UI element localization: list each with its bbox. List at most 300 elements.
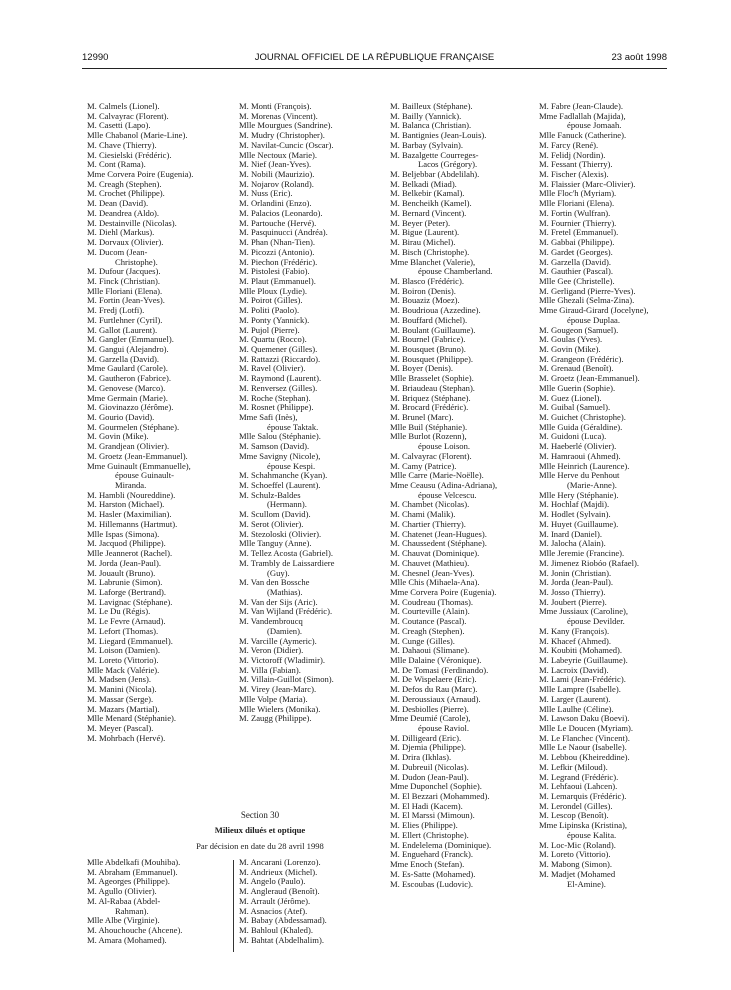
list-item: M. Lefort (Thomas). <box>87 626 159 636</box>
list-item: M. Navilat-Cuncic (Oscar). <box>239 140 334 150</box>
list-item: M. Creagh (Stephen). <box>390 626 465 636</box>
list-item: M. Chatenet (Jean-Hugues). <box>390 529 487 539</box>
list-item: M. Garzella (David). <box>539 257 612 267</box>
list-item: M. Koubiti (Mohamed). <box>539 646 623 656</box>
list-item: M. Fretel (Emmanuel). <box>539 228 619 238</box>
list-item: M. Phan (Nhan-Tien). <box>239 238 316 248</box>
list-item: Mlle Chabanol (Marie-Line). <box>87 131 188 141</box>
list-item: M. Harston (Michael). <box>87 500 165 510</box>
list-item: M. Jimenez Riobóo (Rafael). <box>539 558 639 568</box>
list-item: M. Birau (Michel). <box>390 238 456 248</box>
list-item: M. Boulant (Guillaume). <box>390 325 476 335</box>
list-item: Christophe). <box>115 257 158 267</box>
list-item: El-Amine). <box>567 879 606 889</box>
list-item: M. Chartier (Thierry). <box>390 519 466 529</box>
list-item: M. Politi (Paolo). <box>239 306 300 316</box>
list-item: M. Mohrbach (Hervé). <box>87 733 166 743</box>
list-item: M. Dufour (Jacques). <box>87 267 161 277</box>
list-item: M. Kany (François). <box>539 626 610 636</box>
list-item: M. Casetti (Lapo). <box>87 121 151 131</box>
list-item: Mlle Laulhe (Céline). <box>539 704 614 714</box>
list-item: Lacos (Grégory). <box>418 160 478 170</box>
list-item: M. Dudon (Jean-Paul). <box>390 772 469 782</box>
list-item: (Guy). <box>267 568 290 578</box>
list-item: M. Lawson Daku (Boevi). <box>539 714 630 724</box>
list-item: M. Le Fevre (Arnaud). <box>87 617 166 627</box>
list-item: épouse Loison. <box>418 442 471 452</box>
list-item: M. Blasco (Frédéric). <box>390 276 464 286</box>
list-item: Mme Germain (Marie). <box>87 393 168 403</box>
list-item: Mlle Chis (Mihaela-Ana). <box>390 578 480 588</box>
list-item: M. Le Du (Régis). <box>87 607 151 617</box>
list-item: M. Deandrea (Aldo). <box>87 208 160 218</box>
list-item: M. Loreto (Vittorio). <box>539 850 611 860</box>
list-item: M. Goulas (Yves). <box>539 335 603 345</box>
list-item: Mlle Fanuck (Catherine). <box>539 131 627 141</box>
list-item: M. Bernard (Vincent). <box>390 208 467 218</box>
list-item: M. Agullo (Olivier). <box>87 887 157 897</box>
list-item: M. Hamraoui (Ahmed). <box>539 451 621 461</box>
list-item: M. Gangler (Emmanuel). <box>87 335 174 345</box>
list-item: M. Vandembroucq <box>239 617 303 627</box>
list-item: M. Guidoni (Luca). <box>539 432 607 442</box>
list-item: M. Camy (Patrice). <box>390 461 457 471</box>
list-item: M. Calmels (Lionel). <box>87 102 160 111</box>
list-item: M. Coudreau (Thomas). <box>390 597 474 607</box>
list-item: M. Defos du Rau (Marc). <box>390 685 478 695</box>
list-item: (Damien). <box>267 626 303 636</box>
list-item: M. Barbay (Sylvain). <box>390 140 464 150</box>
list-item: Rahman). <box>115 906 149 916</box>
list-item: M. Boudrioua (Azzedine). <box>390 306 481 316</box>
list-item: M. Creagh (Stephen). <box>87 179 162 189</box>
list-item: Mlle Menard (Stéphanie). <box>87 714 177 724</box>
list-item: M. Stezoloski (Olivier). <box>239 529 322 539</box>
list-item: Mlle Buil (Stéphanie). <box>390 422 468 432</box>
list-item: M. Picozzi (Antonio). <box>239 247 315 257</box>
list-item: M. Babay (Abdessamad). <box>239 916 327 926</box>
list-item: M. Chave (Thierry). <box>87 140 157 150</box>
section-decision: Par décision en date du 28 avril 1998 <box>196 841 324 851</box>
list-item: M. Villa (Fabian). <box>239 665 301 675</box>
issue-date: 23 août 1998 <box>611 52 667 63</box>
list-item: Mlle Mack (Valérie). <box>87 665 160 675</box>
list-item: M. Fessant (Thierry). <box>539 160 613 170</box>
list-item: M. Bahloul (Khaled). <box>239 926 313 936</box>
list-item: M. Bousquet (Philippe). <box>390 354 474 364</box>
list-item: M. Rosnet (Philippe). <box>239 403 314 413</box>
list-item: Mlle Burlot (Rozenn), <box>390 432 467 442</box>
list-item: M. Bousquet (Bruno). <box>390 344 466 354</box>
list-item: Mme Corvera Poire (Eugenia). <box>390 587 497 597</box>
list-item: Mlle Ghezali (Selma-Zina). <box>539 296 635 306</box>
list-item: (Hermann). <box>267 500 307 510</box>
list-item: M. Samson (David). <box>239 442 310 452</box>
list-item: M. Angleraud (Benoît). <box>239 887 320 897</box>
list-item: Mlle Abdelkafi (Mouhiba). <box>87 858 181 867</box>
list-item: Mlle Brasselet (Sophie). <box>390 374 474 384</box>
list-item: Mlle Mourgues (Sandrine). <box>239 121 333 131</box>
list-item: M. Dahaoui (Slimane). <box>390 646 470 656</box>
list-item: M. Le Flanchec (Vincent). <box>539 733 630 743</box>
list-item: M. Haeberlé (Olivier). <box>539 442 617 452</box>
list-item: M. Briaudeau (Stephan). <box>390 383 475 393</box>
section-name-column-2 <box>239 858 379 945</box>
list-item: M. Djemia (Philippe). <box>390 743 466 753</box>
list-item: M. Finck (Christian). <box>87 276 161 286</box>
list-item: (Mathias). <box>267 587 303 597</box>
list-item: M. Al-Rabaa (Abdel- <box>87 896 161 906</box>
list-item: M. Hasler (Maximilian). <box>87 510 172 520</box>
list-item: M. Roche (Stephan). <box>239 393 311 403</box>
list-item: Mlle Nectoux (Marie). <box>239 150 318 160</box>
list-item: M. Orlandini (Enzo). <box>239 199 312 209</box>
list-item: Mme Deumié (Carole), <box>390 714 471 724</box>
list-item: M. Mabong (Simon). <box>539 860 613 870</box>
list-item: M. Bencheikh (Kamel). <box>390 199 472 209</box>
list-item: M. Dubreuil (Nicolas). <box>390 762 469 772</box>
list-item: M. Labeyrie (Guillaume). <box>539 655 628 665</box>
list-item: M. Cunge (Gilles). <box>390 636 455 646</box>
list-item: M. Inard (Daniel). <box>539 529 602 539</box>
list-item: M. Chaussedent (Stéphane). <box>390 539 487 549</box>
list-item: Mlle Guerin (Sophie). <box>539 383 616 393</box>
list-item: M. Chesnel (Jean-Yves). <box>390 568 475 578</box>
list-item: M. Mudry (Christopher). <box>239 131 325 141</box>
list-item: épouse Kespi. <box>267 461 316 471</box>
list-item: M. Gallot (Laurent). <box>87 325 158 335</box>
page-header <box>82 52 667 66</box>
list-item: M. Meyer (Pascal). <box>87 724 154 733</box>
list-item: M. Van der Sijs (Aric). <box>239 597 318 607</box>
section-name-column-1 <box>87 858 227 945</box>
list-item: M. Lerondel (Gilles). <box>539 801 613 811</box>
list-item: M. Van den Bossche <box>239 578 310 588</box>
list-item: M. El Marssi (Mimoun). <box>390 811 475 821</box>
list-item: M. Jalocha (Alain). <box>539 539 606 549</box>
list-item: Mme Blanchet (Valerie), <box>390 257 476 267</box>
list-item: M. Genovese (Marco). <box>87 383 166 393</box>
list-item: M. Quemener (Gilles). <box>239 344 318 354</box>
list-item: M. Govin (Mike). <box>87 432 149 442</box>
list-item: Mlle Albe (Virginie). <box>87 916 160 926</box>
list-item: M. Lefkir (Miloud). <box>539 762 608 772</box>
list-item: M. Desbiolles (Pierre). <box>390 704 469 714</box>
list-item: M. Bantignies (Jean-Louis). <box>390 131 487 141</box>
list-item: M. Escoubas (Ludovic). <box>390 879 474 889</box>
list-item: M. Bournel (Fabrice). <box>390 335 466 345</box>
list-item: M. Dean (David). <box>87 199 149 209</box>
list-item: M. Grangeon (Frédéric). <box>539 354 624 364</box>
list-item: M. Loreto (Vittorio). <box>87 655 159 665</box>
list-item: M. Groetz (Jean-Emmanuel). <box>87 451 188 461</box>
list-item: M. Deroussiaux (Arnaud). <box>390 694 481 704</box>
list-item: M. Labrunie (Simon). <box>87 578 163 588</box>
list-item: épouse Raviol. <box>418 724 470 733</box>
list-item: M. Chauvet (Mathieu). <box>390 558 470 568</box>
list-item: M. Ciesielski (Frédéric). <box>87 150 172 160</box>
list-item: Mlle Le Doucen (Myriam). <box>539 724 634 733</box>
list-item: M. Calvayrac (Florent). <box>390 451 472 461</box>
name-column-4 <box>539 102 679 889</box>
list-item: M. Raymond (Laurent). <box>239 374 322 384</box>
list-item: M. Gerligand (Pierre-Yves). <box>539 286 636 296</box>
list-item: Mlle Ispas (Simona). <box>87 529 160 539</box>
list-item: Mme Gaulard (Carole). <box>87 364 168 374</box>
list-item: M. Destainville (Nicolas). <box>87 218 177 228</box>
list-item: M. Crochet (Philippe). <box>87 189 165 199</box>
list-item: M. Bouffard (Michel). <box>390 315 468 325</box>
list-item: M. Madjet (Mohamed <box>539 869 616 879</box>
list-item: M. Beljebbar (Abdelilah). <box>390 170 480 180</box>
list-item: M. Fournier (Thierry). <box>539 218 617 228</box>
list-item: M. Villain-Guillot (Simon). <box>239 675 334 685</box>
list-item: Mme Guinault (Emmanuelle), <box>87 461 191 471</box>
list-item: Mlle Volpe (Maria). <box>239 694 308 704</box>
list-item: M. Renversez (Gilles). <box>239 383 318 393</box>
list-item: M. Partouche (Hervé). <box>239 218 317 228</box>
list-item: M. Lebbou (Kheireddine). <box>539 753 630 763</box>
list-item: M. Chami (Malik). <box>390 510 456 520</box>
list-item: M. Madsen (Jens). <box>87 675 151 685</box>
list-item: M. Gougeon (Samuel). <box>539 325 619 335</box>
list-item: M. Morenas (Vincent). <box>239 111 318 121</box>
list-item: M. Grenaud (Benoît). <box>539 364 614 374</box>
list-item: M. Lemarquis (Frédéric). <box>539 792 627 802</box>
list-item: M. Fortin (Wulfran). <box>539 208 611 218</box>
list-item: M. Chambet (Nicolas). <box>390 500 470 510</box>
list-item: M. Nojarov (Roland). <box>239 179 314 189</box>
list-item: épouse Devilder. <box>567 617 625 627</box>
list-item: M. Govin (Mike). <box>539 344 601 354</box>
list-item: Mlle Floriani (Elena). <box>539 199 615 209</box>
list-item: M. Pistolesi (Fabio). <box>239 267 310 277</box>
list-item: M. Diehl (Markus). <box>87 228 155 238</box>
list-item: M. Gauthier (Pascal). <box>539 267 613 277</box>
list-item: M. Jouault (Bruno). <box>87 568 156 578</box>
list-item: Mlle Le Naour (Isabelle). <box>539 743 627 753</box>
list-item: M. Piechon (Frédéric). <box>239 257 318 267</box>
list-item: Mlle Wielers (Monika). <box>239 704 321 714</box>
list-item: M. Angelo (Paulo). <box>239 877 306 887</box>
list-item: M. Bailly (Yannick). <box>390 111 462 121</box>
list-item: M. Jorda (Jean-Paul). <box>87 558 161 568</box>
list-item: M. Legrand (Frédéric). <box>539 772 619 782</box>
list-item: M. Pasquinucci (Andréa). <box>239 228 328 238</box>
list-item: M. Pujol (Pierre). <box>239 325 300 335</box>
list-item: M. Lehfaoui (Lahcen). <box>539 782 618 792</box>
header-rule <box>82 68 667 69</box>
list-item: M. Ducom (Jean- <box>87 247 148 257</box>
list-item: Mlle Salou (Stéphanie). <box>239 432 321 442</box>
list-item: M. Schulz-Baldes <box>239 490 301 500</box>
list-item: M. Manini (Nicola). <box>87 685 157 695</box>
list-item: M. Poirot (Gilles). <box>239 296 303 306</box>
list-item: M. Palacios (Leonardo). <box>239 208 323 218</box>
list-item: M. Bahtat (Abdelhalim). <box>239 935 324 945</box>
list-item: M. Tellez Acosta (Gabriel). <box>239 549 333 559</box>
list-item: M. Bigue (Laurent). <box>390 228 460 238</box>
list-item: Mlle Jeremie (Francine). <box>539 549 625 559</box>
column-divider <box>233 860 234 952</box>
list-item: M. Hillemanns (Hartmut). <box>87 519 178 529</box>
list-item: M. El Hadi (Kacem). <box>390 801 463 811</box>
list-item: Mlle Ploux (Lydie). <box>239 286 308 296</box>
list-item: M. Larger (Laurent). <box>539 694 611 704</box>
list-item: M. Guichet (Christophe). <box>539 413 626 422</box>
list-item: Mme Giraud-Girard (Jocelyne), <box>539 306 649 316</box>
list-item: M. Jorda (Jean-Paul). <box>539 578 613 588</box>
list-item: Mlle Tanguy (Anne). <box>239 539 312 549</box>
list-item: M. Lavignac (Stéphane). <box>87 597 173 607</box>
list-item: M. Farcy (René). <box>539 140 599 150</box>
list-item: Mme Savigny (Nicole), <box>239 451 321 461</box>
list-item: M. Chauvat (Dominique). <box>390 549 480 559</box>
list-item: Mme Lipinska (Kristina), <box>539 821 628 831</box>
list-item: M. Ancarani (Lorenzo). <box>239 858 321 867</box>
list-item: M. Enguehard (Franck). <box>390 850 474 860</box>
list-item: M. Boyer (Denis). <box>390 364 454 374</box>
list-item: M. Dorvaux (Olivier). <box>87 238 164 248</box>
list-item: M. Brunel (Marc). <box>390 413 454 422</box>
list-item: Mme Duponchel (Sophie). <box>390 782 482 792</box>
list-item: Mlle Floriani (Elena). <box>87 286 163 296</box>
list-item: M. Monti (François). <box>239 102 312 111</box>
list-item: M. Grandjean (Olivier). <box>87 442 170 452</box>
list-item: Mlle Floc'h (Myriam). <box>539 189 617 199</box>
list-item: épouse Kalita. <box>567 830 617 840</box>
list-item: M. Joubert (Pierre). <box>539 597 607 607</box>
journal-title: JOURNAL OFFICIEL DE LA RÉPUBLIQUE FRANÇAISE <box>254 52 495 63</box>
list-item: Mlle Heinrich (Laurence). <box>539 461 630 471</box>
list-item: M. Nuss (Eric). <box>239 189 293 199</box>
name-column-1 <box>87 102 227 743</box>
list-item: M. Bailleux (Stéphane). <box>390 102 473 111</box>
name-column-3 <box>390 102 530 889</box>
list-item: M. Giovinazzo (Jérôme). <box>87 403 174 413</box>
list-item: M. Laforge (Bertrand). <box>87 587 167 597</box>
list-item: M. Quartu (Rocco). <box>239 335 307 345</box>
list-item: M. Lacroix (David). <box>539 665 609 675</box>
list-item: M. Gautheron (Fabrice). <box>87 374 171 384</box>
list-item: M. Ravel (Olivier). <box>239 364 306 374</box>
list-item: M. Gangui (Alejandro). <box>87 344 169 354</box>
list-item: M. Fortin (Jean-Yves). <box>87 296 165 306</box>
list-item: M. Liegard (Emmanuel). <box>87 636 173 646</box>
list-item: M. Victoroff (Wladimir). <box>239 655 326 665</box>
list-item: M. Lami (Jean-Frédéric). <box>539 675 626 685</box>
list-item: M. Andrieux (Michel). <box>239 867 318 877</box>
list-item: M. Guibal (Samuel). <box>539 403 611 413</box>
name-column-2 <box>239 102 379 724</box>
list-item: Mme Corvera Poire (Eugenia). <box>87 170 194 180</box>
list-item: Mme Ceausu (Adina-Adriana), <box>390 481 498 491</box>
list-item: épouse Duplaa. <box>567 315 620 325</box>
list-item: Mlle Lampre (Isabelle). <box>539 685 621 695</box>
list-item: M. Trambly de Laissardiere <box>239 558 335 568</box>
list-item: M. Flaissier (Marc-Olivier). <box>539 179 636 189</box>
list-item: M. Jacquod (Philippe). <box>87 539 166 549</box>
list-item: M. Hodlet (Sylvain). <box>539 510 611 520</box>
list-item: M. Ellert (Christophe). <box>390 830 469 840</box>
list-item: M. Es-Satte (Mohamed). <box>390 869 476 879</box>
list-item: épouse Guinault- <box>115 471 174 481</box>
list-item: M. Plaut (Emmanuel). <box>239 276 316 286</box>
list-item: M. Elies (Philippe). <box>390 821 458 831</box>
list-item: Mme Safi (Inès), <box>239 413 298 422</box>
list-item: M. Schoeffel (Laurent). <box>239 481 321 491</box>
list-item: M. Asnacios (Atef). <box>239 906 308 916</box>
list-item: M. Garzella (David). <box>87 354 160 364</box>
list-item: épouse Chamberland. <box>418 267 493 277</box>
list-item: M. De Tomasi (Ferdinando). <box>390 665 489 675</box>
list-item: M. Lescop (Benoît). <box>539 811 609 821</box>
list-item: M. Varcille (Aymeric). <box>239 636 317 646</box>
list-item: M. Serot (Olivier). <box>239 519 304 529</box>
list-item: M. Cont (Rama). <box>87 160 146 170</box>
list-item: épouse Taktak. <box>267 422 319 432</box>
list-item: M. Fredj (Lotfi). <box>87 306 145 316</box>
list-item: Mme Jussiaux (Caroline), <box>539 607 629 617</box>
list-item: M. Felidj (Nordin). <box>539 150 606 160</box>
list-item: M. Balanca (Christian). <box>390 121 472 131</box>
list-item: Mlle Herve du Penhout <box>539 471 620 481</box>
list-item: épouse Jomaah. <box>567 121 622 131</box>
list-item: M. Veron (Didier). <box>239 646 304 656</box>
list-item: M. Josso (Thierry). <box>539 587 606 597</box>
list-item: M. Gabbai (Philippe). <box>539 238 615 248</box>
list-item: M. Gourmelen (Stéphane). <box>87 422 180 432</box>
list-item: M. Nief (Jean-Yves). <box>239 160 312 170</box>
list-item: M. Hambli (Noureddine). <box>87 490 176 500</box>
list-item: M. Loison (Damien). <box>87 646 161 656</box>
list-item: M. Boiron (Denis). <box>390 286 456 296</box>
list-item: M. Brocard (Frédéric). <box>390 403 469 413</box>
list-item: M. Nobili (Maurizio). <box>239 170 315 180</box>
list-item: M. Arrault (Jérôme). <box>239 896 311 906</box>
list-item: M. Fischer (Alexis). <box>539 170 609 180</box>
page-number: 12990 <box>82 52 109 63</box>
list-item: M. Massar (Serge). <box>87 694 154 704</box>
list-item: M. Fabre (Jean-Claude). <box>539 102 623 111</box>
list-item: M. Zaugg (Philippe). <box>239 714 312 724</box>
list-item: Mme Fadlallah (Majida), <box>539 111 626 121</box>
list-item: Mlle Carre (Marie-Noëlle). <box>390 471 484 481</box>
section-subtitle: Milieux dilués et optique <box>214 825 306 835</box>
list-item: M. Schahmanche (Kyan). <box>239 471 328 481</box>
list-item: épouse Velcescu. <box>418 490 477 500</box>
list-item: M. Endelelema (Dominique). <box>390 840 492 850</box>
list-item: Mlle Gee (Christelle). <box>539 276 615 286</box>
list-item: M. El Bezzari (Mohammed). <box>390 792 490 802</box>
list-item: M. Loc-Mic (Roland). <box>539 840 616 850</box>
list-item: M. Huyet (Guillaume). <box>539 519 619 529</box>
list-item: M. Virey (Jean-Marc). <box>239 685 317 695</box>
list-item: M. Coutance (Pascal). <box>390 617 467 627</box>
list-item: Mme Enoch (Stefan). <box>390 860 465 870</box>
list-item: M. Gourio (David). <box>87 413 155 422</box>
list-item: M. Khacef (Ahmed). <box>539 636 612 646</box>
list-item: M. Ageorges (Philippe). <box>87 877 170 887</box>
list-item: M. Courteville (Alain). <box>390 607 470 617</box>
list-item: M. Abraham (Emmanuel). <box>87 867 178 877</box>
list-item: M. Belkadi (Miad). <box>390 179 457 189</box>
list-item: M. Ahouchouche (Ahcene). <box>87 926 183 936</box>
list-item: M. Bisch (Christophe). <box>390 247 470 257</box>
list-item: Mlle Hery (Stéphanie). <box>539 490 619 500</box>
list-item: M. De Wispelaere (Eric). <box>390 675 477 685</box>
list-item: M. Jonin (Christian). <box>539 568 612 578</box>
